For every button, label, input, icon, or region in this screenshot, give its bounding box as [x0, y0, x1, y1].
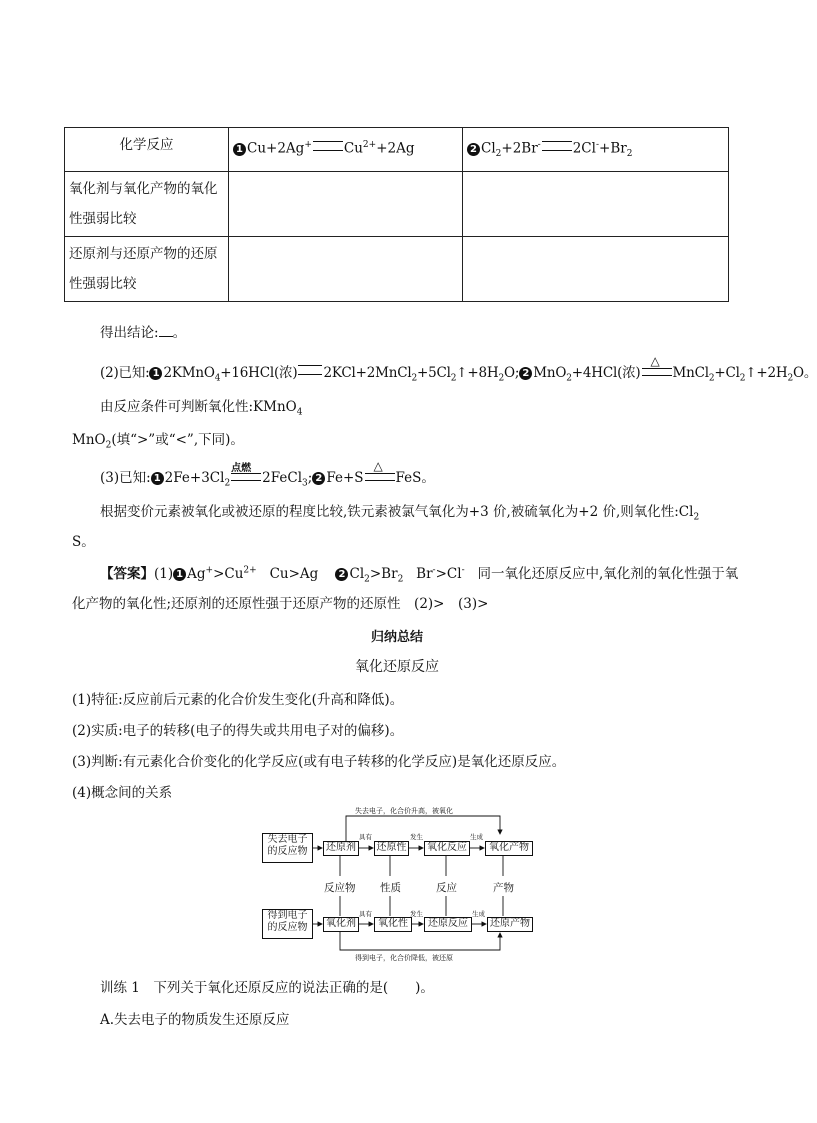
diagram-arrow-label: 生成: [470, 833, 483, 841]
diagram-box-oxidizing-agent: 氧化剂: [323, 917, 359, 932]
diagram-box-oxidation-reaction: 氧化反应: [424, 841, 470, 856]
comparison-table: [64, 127, 729, 302]
answer-cell[interactable]: [463, 172, 729, 237]
question-2-line3: MnO$_2$(填“>”或“<”,下同)。: [72, 432, 244, 451]
diagram-box-reducibility: 还原性: [374, 841, 409, 856]
summary-subheading: 氧化还原反应: [355, 659, 439, 675]
summary-item: (4)概念间的关系: [72, 785, 173, 801]
diagram-arrow-label: 具有: [359, 833, 372, 841]
diagram-bottom-caption: 得到电子，化合价降低，被还原: [355, 954, 453, 962]
question-3-equations: (3)已知: 1 $2Fe+3Cl_2$ 点燃 2FeCl$_3$; 2 Fe+S △ FeS。: [100, 459, 435, 489]
table-header-label: 化学反应: [65, 128, 229, 172]
conclusion-line: 得出结论: 。: [100, 325, 187, 341]
diagram-box-reducing-agent: 还原剂: [323, 841, 359, 856]
reaction-1-cell: 1 Cu+2Ag+ $Cu^{2+}+2Ag$: [229, 128, 463, 172]
summary-item: (1)特征:反应前后元素的化合价发生变化(升高和降低)。: [72, 692, 404, 708]
exercise-question: 训练 1 下列关于氧化还原反应的说法正确的是( )。: [100, 980, 434, 996]
summary-item: (3)判断:有元素化合价变化的化学反应(或有电子转移的化学反应)是氧化还原反应。: [72, 754, 566, 770]
answer-line-1: 【答案】(1) 1 $Ag^+>Cu^{2+}$ Cu>Ag 2 $Cl_2>Br_2$ Br->Cl- 同一氧化还原反应中,氧化剂的氧化性强于氧: [100, 565, 739, 585]
diagram-mid-label: 反应: [436, 882, 457, 894]
table-header-row: [65, 128, 729, 172]
answer-cell[interactable]: [463, 237, 729, 302]
diagram-mid-label: 产物: [493, 882, 514, 894]
row-label-reducer: 还原剂与还原产物的还原性强弱比较: [65, 237, 229, 302]
diagram-mid-label: 反应物: [324, 882, 356, 894]
diagram-box-gain-electrons: 得到电子的反应物: [262, 909, 313, 939]
reaction-2-cell: 2 $Cl_2+2Br^-$ $2Cl^-+Br_2$: [463, 128, 729, 172]
question-2-line2: 由反应条件可判断氧化性:KMnO$_4$: [100, 399, 303, 418]
diagram-arrow-label: 发生: [410, 910, 423, 918]
diagram-arrow-label: 生成: [472, 910, 485, 918]
answer-cell[interactable]: [229, 237, 463, 302]
table-row: [65, 237, 729, 302]
row-label-oxidizer: 氧化剂与氧化产物的氧化性强弱比较: [65, 172, 229, 237]
concept-relation-diagram: [260, 804, 535, 962]
diagram-box-reduction-reaction: 还原反应: [424, 917, 472, 932]
diagram-mid-label: 性质: [380, 882, 401, 894]
diagram-top-caption: 失去电子，化合价升高，被氧化: [355, 807, 453, 815]
diagram-box-lose-electrons: 失去电子的反应物: [262, 833, 313, 863]
table-row: [65, 172, 729, 237]
answer-line-2: 化产物的氧化性;还原剂的还原性强于还原产物的还原性 (2)> (3)>: [72, 596, 489, 612]
diagram-box-oxidation-product: 氧化产物: [485, 841, 533, 856]
diagram-box-reduction-product: 还原产物: [487, 917, 533, 932]
summary-item: (2)实质:电子的转移(电子的得失或共用电子对的偏移)。: [72, 723, 404, 739]
answer-cell[interactable]: [229, 172, 463, 237]
question-2-equations: (2)已知: 1 2KMnO$_4$+16HCl(浓) $2KCl+2MnCl_2+5Cl_2↑+8H_2O$; 2 MnO$_2$+4HCl(浓) △ $MnCl_2+Cl_2↑+2H_2O$。: [100, 354, 817, 384]
question-3-text: 根据变价元素被氧化或被还原的程度比较,铁元素被氯气氧化为+3 价,被硫氧化为+2 价,则氧化性$:Cl_2$: [100, 504, 700, 523]
summary-heading: 归纳总结: [370, 630, 423, 645]
diagram-arrow-label: 发生: [410, 833, 423, 841]
diagram-arrow-label: 具有: [359, 910, 372, 918]
conclusion-blank[interactable]: [159, 336, 173, 337]
diagram-box-oxidizability: 氧化性: [374, 917, 412, 932]
question-3-text-cont: S。: [72, 534, 95, 550]
exercise-option-a[interactable]: A.失去电子的物质发生还原反应: [100, 1012, 290, 1028]
